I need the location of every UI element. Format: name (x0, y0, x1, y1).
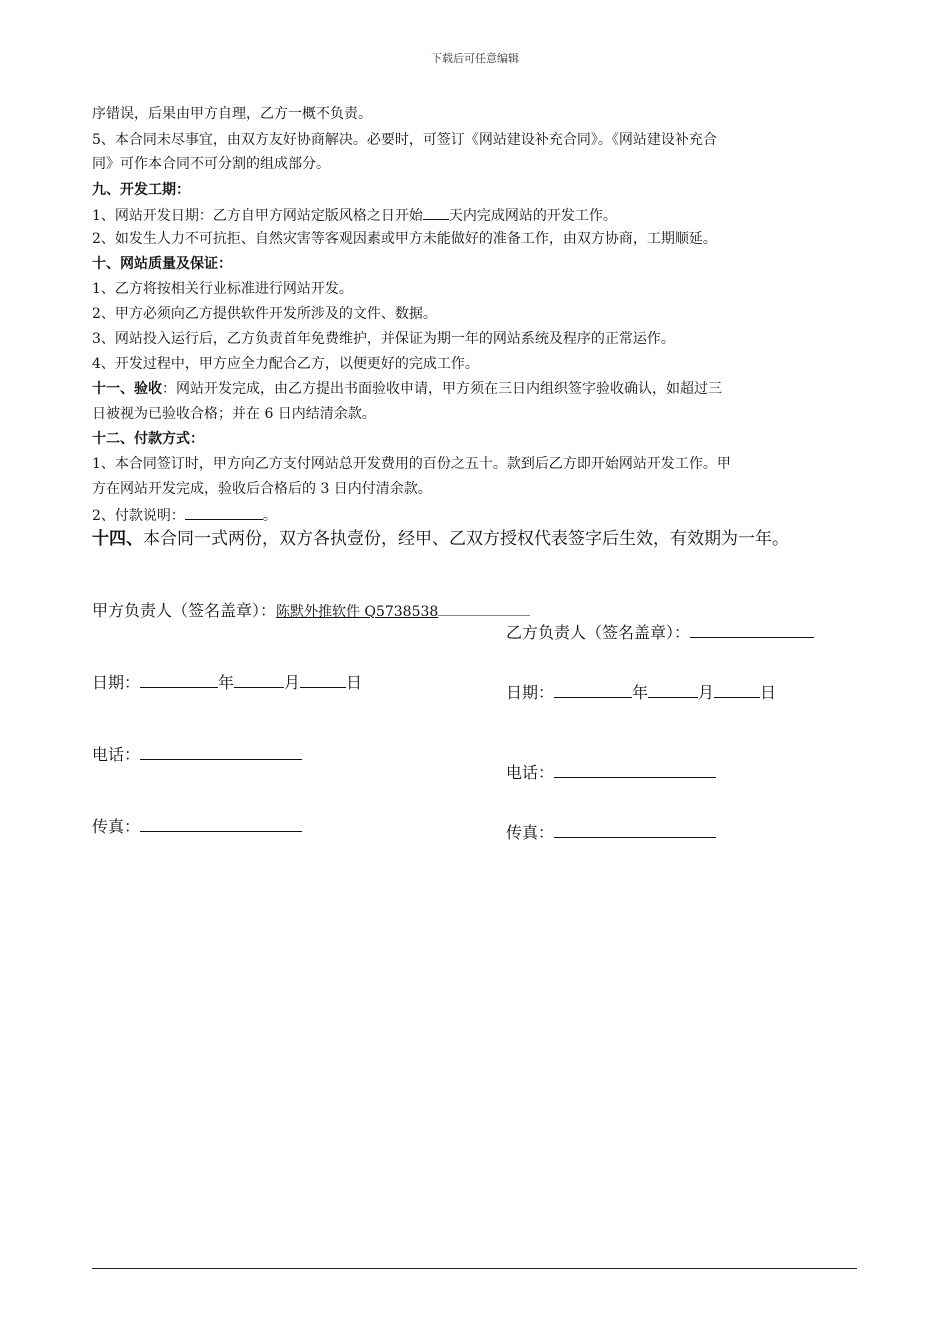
clause-text-part: 2、付款说明： (92, 508, 185, 524)
year-label: 年 (218, 673, 235, 692)
year-label: 年 (632, 683, 649, 702)
fax-label: 传真： (92, 817, 141, 836)
blank-underline (554, 822, 716, 838)
clause-text: 1、本合同签订时，甲方向乙方支付网站总开发费用的百份之五十。款到后乙方即开始网站开发工作。甲 (92, 456, 731, 472)
month-label: 月 (284, 673, 301, 692)
clause-text-part: ：网站开发完成，由乙方提出书面验收申请，甲方须在三日内组织签字验收确认，如超过三 (162, 381, 722, 397)
blank-underline (438, 600, 530, 616)
header-note: 下载后可任意编辑 (431, 52, 519, 65)
blank-underline (554, 762, 716, 778)
party-b-date (506, 682, 776, 704)
month-label: 月 (698, 683, 715, 702)
party-a-date (92, 672, 362, 694)
party-b-label: 乙方负责人（签名盖章）： (506, 623, 691, 642)
blank-underline (714, 682, 760, 698)
day-label: 日 (346, 673, 363, 692)
blank-underline (300, 672, 346, 688)
section-heading-10: 十、网站质量及保证： (92, 256, 232, 272)
clause-text: 1、乙方将按相关行业标准进行网站开发。 (92, 281, 353, 297)
party-b-fax (506, 822, 716, 844)
clause-text: 5、本合同未尽事宜，由双方友好协商解决。必要时，可签订《网站建设补充合同》。《网站建设补充合 (92, 132, 717, 148)
blank-underline (648, 682, 698, 698)
section-heading-12: 十二、付款方式： (92, 431, 204, 447)
day-label: 日 (760, 683, 777, 702)
clause-text: 序错误，后果由甲方自理，乙方一概不负责。 (92, 106, 372, 122)
party-a-signer: 陈默外推软件 Q5738538 (276, 604, 439, 620)
clause-text-part: 1、网站开发日期：乙方自甲方网站定版风格之日开始 (92, 208, 423, 224)
clause-text: 2、如发生人力不可抗拒、自然灾害等客观因素或甲方未能做好的准备工作，由双方协商，工期顺延。 (92, 231, 717, 247)
phone-label: 电话： (506, 763, 555, 782)
footer-rule (92, 1268, 857, 1269)
clause-text: 3、网站投入运行后，乙方负责首年免费维护，并保证为期一年的网站系统及程序的正常运作。 (92, 331, 675, 347)
section-heading-11: 十一、验收 (92, 381, 162, 397)
blank-underline (234, 672, 284, 688)
blank-underline (423, 204, 449, 220)
clause-text: 日被视为已验收合格；并在 6 日内结清余款。 (92, 406, 376, 422)
clause-text (92, 379, 722, 399)
clause-text-part: 本合同一式两份，双方各执壹份，经甲、乙双方授权代表签字后生效，有效期为一年。 (143, 529, 789, 549)
party-a-signature-line (92, 600, 530, 623)
blank-underline (690, 622, 814, 638)
section-heading-14: 十四、 (92, 529, 143, 549)
party-a-fax (92, 816, 302, 838)
clause-text: 方在网站开发完成，验收后合格后的 3 日内付清余款。 (92, 481, 432, 497)
blank-underline (554, 682, 632, 698)
blank-underline (185, 504, 263, 520)
party-a-phone (92, 744, 302, 766)
clause-text (92, 204, 617, 226)
phone-label: 电话： (92, 745, 141, 764)
party-b-phone (506, 762, 716, 784)
blank-underline (140, 744, 302, 760)
section-heading-9: 九、开发工期： (92, 182, 190, 198)
party-b-signature-line (506, 622, 814, 644)
date-label: 日期： (92, 673, 141, 692)
clause-text-part: 天内完成网站的开发工作。 (448, 208, 617, 224)
date-label: 日期： (506, 683, 555, 702)
clause-text-part: 。 (262, 508, 277, 524)
clause-text (92, 527, 789, 551)
clause-text: 2、甲方必须向乙方提供软件开发所涉及的文件、数据。 (92, 306, 437, 322)
party-a-label: 甲方负责人（签名盖章）： (92, 601, 277, 620)
fax-label: 传真： (506, 823, 555, 842)
clause-text: 同》可作本合同不可分割的组成部分。 (92, 156, 330, 172)
blank-underline (140, 672, 218, 688)
clause-text: 4、开发过程中，甲方应全力配合乙方，以便更好的完成工作。 (92, 356, 479, 372)
clause-text (92, 504, 277, 526)
blank-underline (140, 816, 302, 832)
